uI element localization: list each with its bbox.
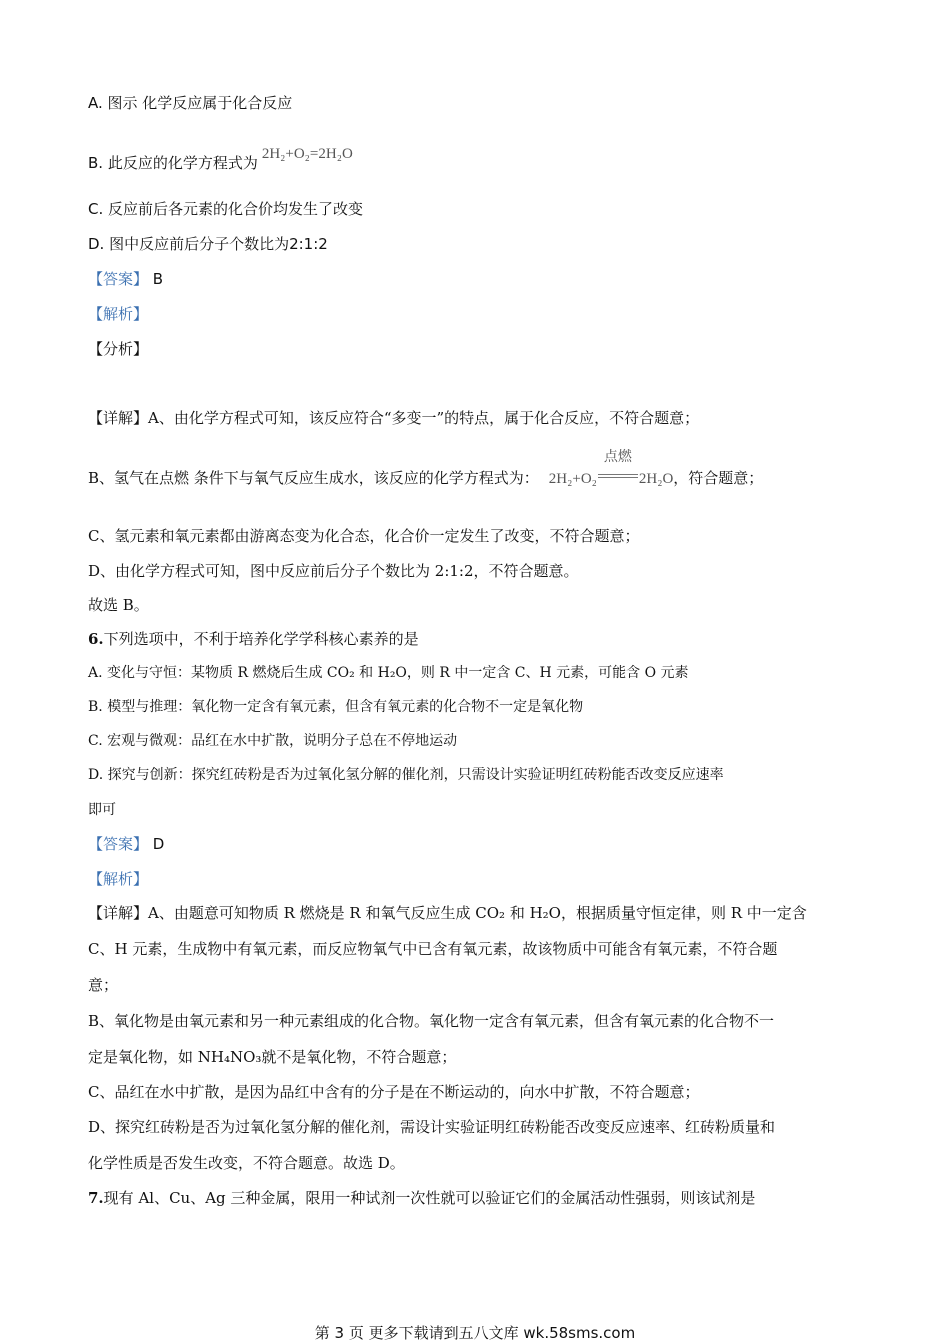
q6-detail-b2: 定是氧化物，如 NH₄NO₃就不是氧化物，不符合题意； <box>88 1048 457 1066</box>
eq-cond-lhs: 2H₂+O₂ <box>548 471 597 487</box>
q6-number: 6. <box>88 630 104 648</box>
q5-detail-a: 【详解】A、由化学方程式可知，该反应符合“多变一”的特点，属于化合反应，不符合题意； <box>88 409 700 427</box>
eq-simple-rhs: 2H₂O <box>318 146 353 162</box>
q5-detail-b-text: B、氢气在点燃 条件下与氧气反应生成水，该反应的化学方程式为： <box>88 469 539 487</box>
equation-simple <box>262 146 353 162</box>
answer-tag: 【答案】 <box>88 270 149 288</box>
q5-detail-b-suffix: ，符合题意； <box>673 469 764 487</box>
eq-simple-lhs: 2H₂+O₂ <box>261 146 310 162</box>
answer-value: B <box>152 270 164 288</box>
eq-cond-rhs: 2H₂O <box>638 471 674 487</box>
q5-option-d: D. 图中反应前后分子个数比为2:1:2 <box>88 235 328 253</box>
q5-option-b <box>88 146 353 175</box>
q6-detail-d2: 化学性质是否发生改变，不符合题意。故选 D。 <box>88 1154 405 1172</box>
equals-bar-bottom <box>598 477 638 478</box>
q6-detail-d1: D、探究红砖粉是否为过氧化氢分解的催化剂，需设计实验证明红砖粉能否改变反应速率、红砖粉质量和 <box>88 1118 776 1136</box>
q6-stem-text: 下列选项中，不利于培养化学学科核心素养的是 <box>103 630 419 648</box>
q5-option-b-text: B. 此反应的化学方程式为 <box>88 154 258 172</box>
q7-stem-text: 现有 Al、Cu、Ag 三种金属，限用一种试剂一次性就可以验证它们的金属活动性强弱，则该试剂是 <box>103 1189 756 1207</box>
page-footer: 第 3 页 更多下载请到五八文库 wk.58sms.com <box>314 1324 636 1342</box>
q5-option-a: A. 图示 化学反应属于化合反应 <box>88 94 293 112</box>
answer-tag: 【答案】 <box>88 835 149 853</box>
q6-analysis-tag: 【解析】 <box>88 870 149 888</box>
q5-detail-c: C、氢元素和氧元素都由游离态变为化合态，化合价一定发生了改变，不符合题意； <box>88 527 640 545</box>
q6-detail-a3: 意； <box>88 976 119 994</box>
q6-detail-a1: 【详解】A、由题意可知物质 R 燃烧是 R 和氧气反应生成 CO₂ 和 H₂O，根据质量守恒定律，则 R 中一定含 <box>88 904 807 922</box>
q6-option-c: C. 宏观与微观：品红在水中扩散，说明分子总在不停地运动 <box>88 733 458 749</box>
equals-bar-top <box>598 474 638 475</box>
reaction-condition-arrow <box>598 449 638 486</box>
q7-stem <box>88 1187 755 1209</box>
answer-value: D <box>152 835 165 853</box>
q7-number: 7. <box>88 1189 104 1207</box>
q6-answer <box>88 833 164 855</box>
q5-detail-d: D、由化学方程式可知，图中反应前后分子个数比为 2:1:2，不符合题意。 <box>88 562 579 580</box>
q5-detail-b <box>88 449 764 490</box>
eq-simple-sign: = <box>309 146 319 162</box>
q5-analysis-tag: 【解析】 <box>88 305 149 323</box>
q5-option-c: C. 反应前后各元素的化合价均发生了改变 <box>88 200 364 218</box>
q6-option-a: A. 变化与守恒：某物质 R 燃烧后生成 CO₂ 和 H₂O，则 R 中一定含 C、H 元素，可能含 O 元素 <box>88 665 689 681</box>
q6-option-d: D. 探究与创新：探究红砖粉是否为过氧化氢分解的催化剂，只需设计实验证明红砖粉能否改变反应速率 <box>88 767 724 783</box>
q6-stem <box>88 628 419 650</box>
q6-option-d-cont: 即可 <box>88 802 116 818</box>
q6-detail-a2: C、H 元素，生成物中有氧元素，而反应物氧气中已含有氧元素，故该物质中可能含有氧元素，不符合题 <box>88 940 778 958</box>
q6-detail-b1: B、氧化物是由氧元素和另一种元素组成的化合物。氧化物一定含有氧元素，但含有氧元素的化合物不一 <box>88 1012 775 1030</box>
q6-detail-c: C、品红在水中扩散，是因为品红中含有的分子是在不断运动的，向水中扩散，不符合题意； <box>88 1083 700 1101</box>
q5-conclusion: 故选 B。 <box>88 596 149 614</box>
q6-option-b: B. 模型与推理：氧化物一定含有氧元素，但含有氧元素的化合物不一定是氧化物 <box>88 699 584 715</box>
q5-answer <box>88 268 163 290</box>
equation-with-condition <box>548 449 674 487</box>
q5-fenxi-tag: 【分析】 <box>88 340 149 358</box>
condition-label: 点燃 <box>603 449 632 465</box>
